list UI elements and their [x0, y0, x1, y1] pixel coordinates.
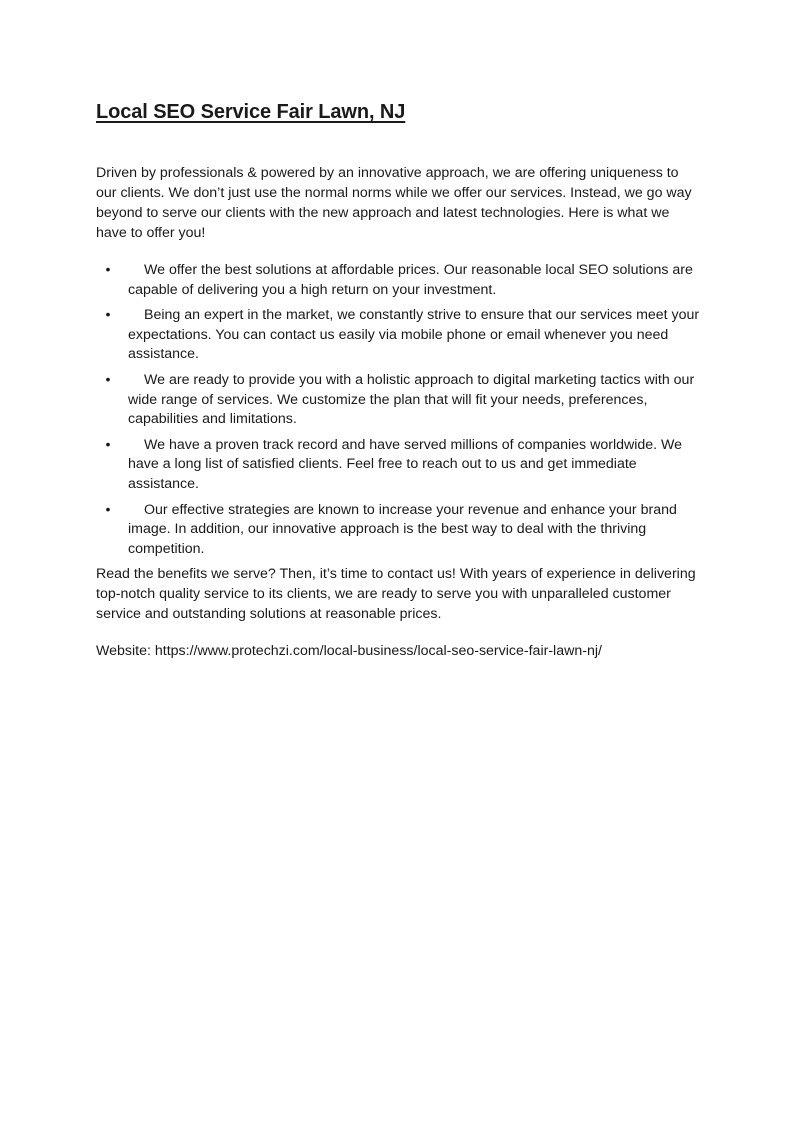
bullet-icon: • — [105, 307, 111, 324]
list-item-text: We are ready to provide you with a holistic approach to digital marketing tactics with our wide range of services. We customize the plan that will fit your needs, preferences, capabilities and limitations. — [128, 371, 695, 428]
list-item-text: Our effective strategies are known to increase your revenue and enhance your brand image. In addition, our innovative approach is the best way to deal with the thriving competition. — [128, 501, 677, 557]
intro-paragraph: Driven by professionals & powered by an innovative approach, we are offering uniqueness to our clients. We don’t just use the normal norms while we offer our services. Instead, we go way beyond to serve our clients with the new approach and latest technologies. Here is what we have to offer you! — [96, 165, 692, 241]
list-item — [96, 306, 700, 365]
page-title: Local SEO Service Fair Lawn, NJ — [96, 101, 406, 123]
bullet-icon: • — [105, 436, 111, 453]
list-item-text: We have a proven track record and have served millions of companies worldwide. We have a long list of satisfied clients. Feel free to reach out to us and get immediate assistance. — [128, 436, 683, 492]
list-item — [96, 371, 700, 430]
document-page — [96, 98, 700, 661]
list-item — [96, 501, 700, 560]
bullet-icon: • — [105, 501, 111, 518]
bullet-icon: • — [105, 262, 111, 278]
list-item — [96, 261, 700, 300]
website-line: Website: https://www.protechzi.com/local-business/local-seo-service-fair-lawn-nj/ — [96, 643, 602, 660]
benefits-list — [96, 261, 700, 559]
bullet-icon: • — [105, 371, 111, 388]
closing-paragraph: Read the benefits we serve? Then, it’s time to contact us! With years of experience in delivering top-notch quality service to its clients, we are ready to serve you with unparalleled customer service and outstanding solutions at reasonable prices. — [96, 566, 696, 622]
list-item — [96, 436, 700, 495]
list-item-text: We offer the best solutions at affordable prices. Our reasonable local SEO solutions are capable of delivering you a high return on your investment. — [128, 262, 693, 298]
list-item-text: Being an expert in the market, we constantly strive to ensure that our services meet your expectations. You can contact us easily via mobile phone or email whenever you need assistance. — [128, 307, 700, 363]
